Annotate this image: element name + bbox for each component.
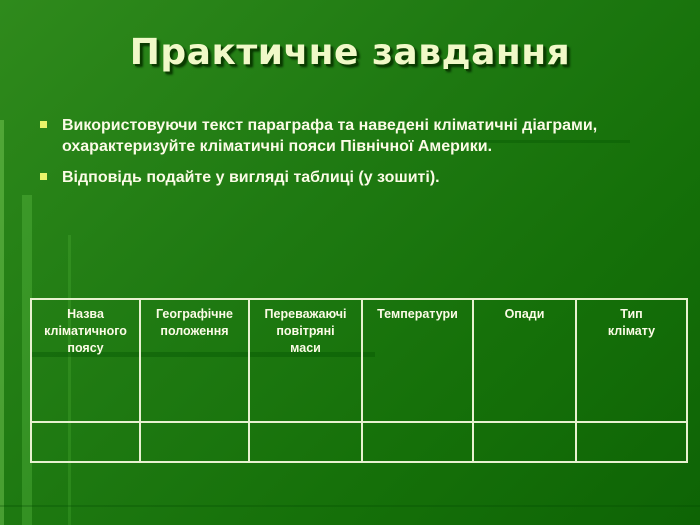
decorative-stripe [0,505,700,507]
column-header: Опади [473,299,576,422]
answer-table [30,298,688,463]
table-cell [249,422,362,462]
bullet-text: Використовуючи текст параграфа та наведені кліматичні діаграми, охарактеризуйте кліматичні пояси Північної Америки. [62,117,598,155]
table-header-row [31,299,687,422]
bullet-item [38,167,638,188]
table-cell [576,422,687,462]
task-bullet-list [38,115,638,198]
bullet-text: Відповідь подайте у вигляді таблиці (у зошиті). [62,169,440,186]
column-header: Тип клімату [576,299,687,422]
column-header: Переважаючі повітряні маси [249,299,362,422]
column-header: Назва кліматичного поясу [31,299,140,422]
bullet-item [38,115,638,157]
bullet-square-icon [40,173,47,180]
column-header: Температури [362,299,473,422]
table-cell [362,422,473,462]
table-cell [473,422,576,462]
table-row [31,422,687,462]
table-cell [140,422,249,462]
table-cell [31,422,140,462]
decorative-stripe [0,120,4,525]
bullet-square-icon [40,121,47,128]
slide-title: Практичне завдання [129,32,571,73]
column-header: Географічне положення [140,299,249,422]
